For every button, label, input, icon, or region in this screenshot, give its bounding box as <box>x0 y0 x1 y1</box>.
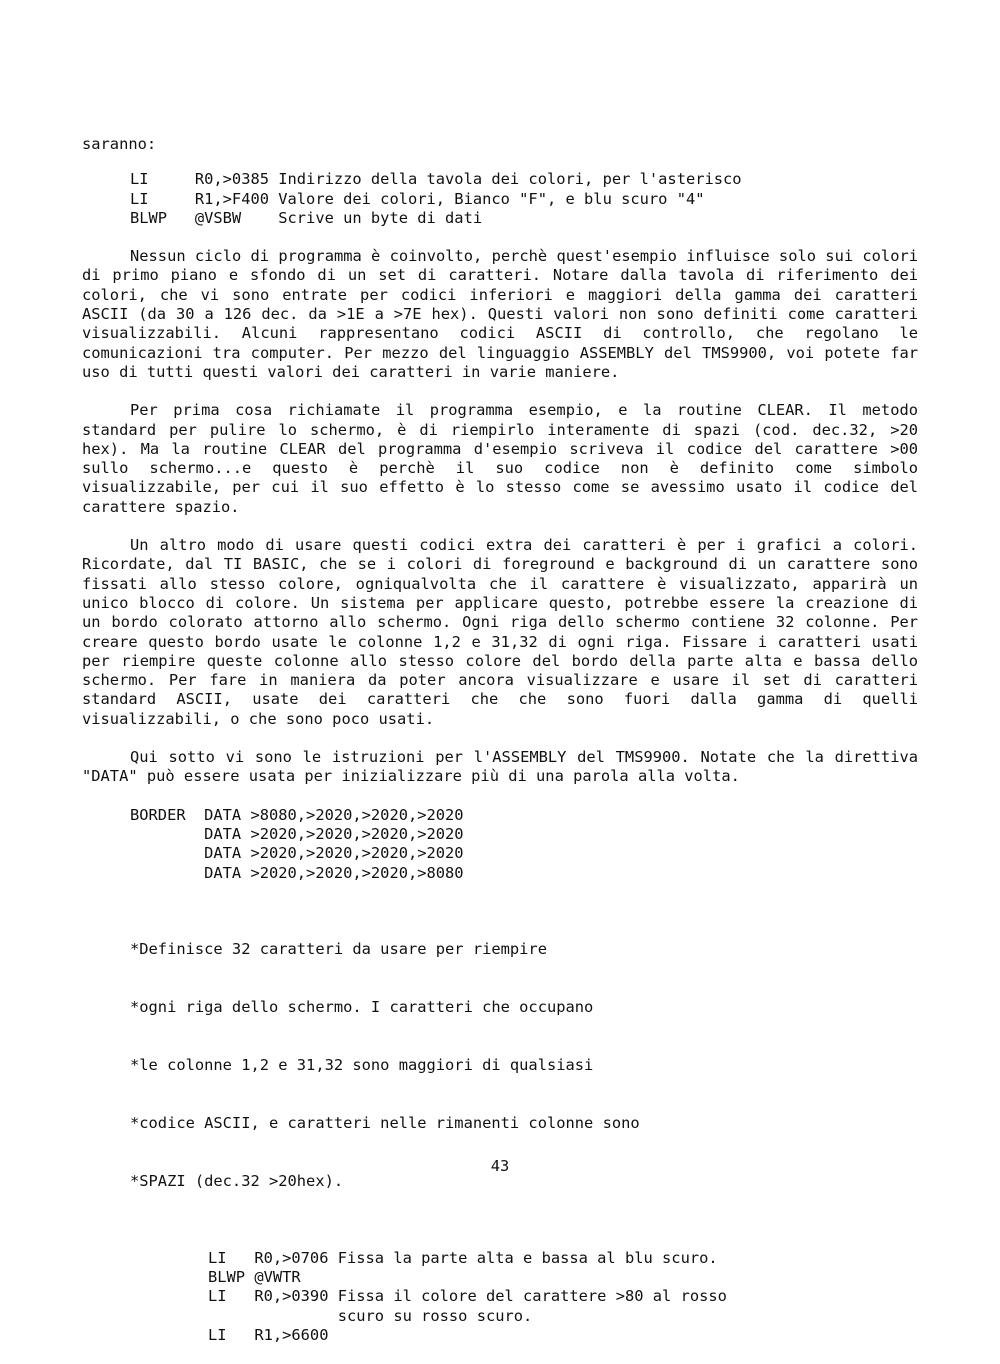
comment-line: *ogni riga dello schermo. I caratteri che occupano <box>130 998 594 1017</box>
code-line: BLWP @VWTR <box>208 1268 301 1287</box>
code-line: LI R1,>F400 Valore dei colori, Bianco "F", e blu scuro "4" <box>130 189 705 208</box>
code-line: DATA >2020,>2020,>2020,>8080 <box>130 863 464 882</box>
code-line: LI R0,>0390 Fissa il colore del carattere >80 al rosso <box>208 1287 727 1306</box>
code-line: DATA >2020,>2020,>2020,>2020 <box>130 824 464 843</box>
paragraph: Qui sotto vi sono le istruzioni per l'ASSEMBLY del TMS9900. Notate che la direttiva "DATA" può essere usata per inizializzare più di una parola alla volta. <box>82 748 918 786</box>
code-line: BLWP @VSBW Scrive un byte di dati <box>130 208 483 227</box>
page-number: 43 <box>490 1157 510 1175</box>
comment-line: *SPAZI (dec.32 >20hex). <box>130 1171 344 1190</box>
comment-line: *codice ASCII, e caratteri nelle rimanenti colonne sono <box>130 1114 640 1133</box>
code-line: LI R0,>0706 Fissa la parte alta e bassa al blu scuro. <box>208 1248 718 1267</box>
comment-line: *Definisce 32 caratteri da usare per riempire <box>130 940 547 959</box>
paragraph: Nessun ciclo di programma è coinvolto, perchè quest'esempio influisce solo sui colori di primo piano e sfondo di un set di caratteri. Notare dalla tavola di riferimento dei colori, che vi sono entrate per codici inferiori e maggiori della gamma dei caratteri ASCII (da 30 a 126 dec. da >1E a >7E hex). Questi valori non sono definiti come caratteri visualizzabili. Alcuni rappresentano codici ASCII di controllo, che regolano le comunicazioni tra computer. Per mezzo del linguaggio ASSEMBLY del TMS9900, voi potete far uso di tutti questi valori dei caratteri in varie maniere. <box>82 247 918 381</box>
paragraph: Un altro modo di usare questi codici extra dei caratteri è per i grafici a colori. Ricordate, dal TI BASIC, che se i colori di foreground e background di un carattere sono fissati allo stesso colore, ogniqualvolta che il carattere è visualizzato, apparirà un unico blocco di colore. Un sistema per applicare questo, potrebbe essere la creazione di un bordo colorato attorno allo schermo. Ogni riga dello schermo contiene 32 colonne. Per creare questo bordo usate le colonne 1,2 e 31,32 di ogni riga. Fissare i caratteri usati per riempire queste colonne allo stesso colore del bordo della parte alta e bassa dello schermo. Per fare in maniera da poter ancora visualizzare e usare il set di caratteri standard ASCII, usate dei caratteri che che sono fuori dalla gamma di quelli visualizzabili, o che sono poco usati. <box>82 536 918 728</box>
intro-text: saranno: <box>82 135 157 153</box>
code-line: LI R1,>6600 <box>208 1326 329 1345</box>
comment-block <box>82 902 918 1230</box>
paragraph: Per prima cosa richiamate il programma esempio, e la routine CLEAR. Il metodo standard per pulire lo schermo, è di riempirlo interamente di spazi (cod. dec.32, >20 hex). Ma la routine CLEAR del programma d'esempio scriveva il codice del carattere >00 sullo schermo...e questo è perchè il suo codice non è definito come simbolo visualizzabile, per cui il suo effetto è lo stesso come se avessimo usato il codice del carattere spazio. <box>82 401 918 516</box>
code-line: scuro su rosso scuro. <box>208 1306 533 1325</box>
code-block-color-table <box>82 170 918 228</box>
comment-line: *le colonne 1,2 e 31,32 sono maggiori di qualsiasi <box>130 1056 594 1075</box>
code-line: LI R0,>0385 Indirizzo della tavola dei colori, per l'asterisco <box>130 170 742 189</box>
code-block-border-data <box>82 806 918 883</box>
page-body <box>82 135 918 1364</box>
code-block-vdp-setup <box>82 1249 918 1345</box>
code-line: DATA >2020,>2020,>2020,>2020 <box>130 844 464 863</box>
code-line: BORDER DATA >8080,>2020,>2020,>2020 <box>130 805 464 824</box>
